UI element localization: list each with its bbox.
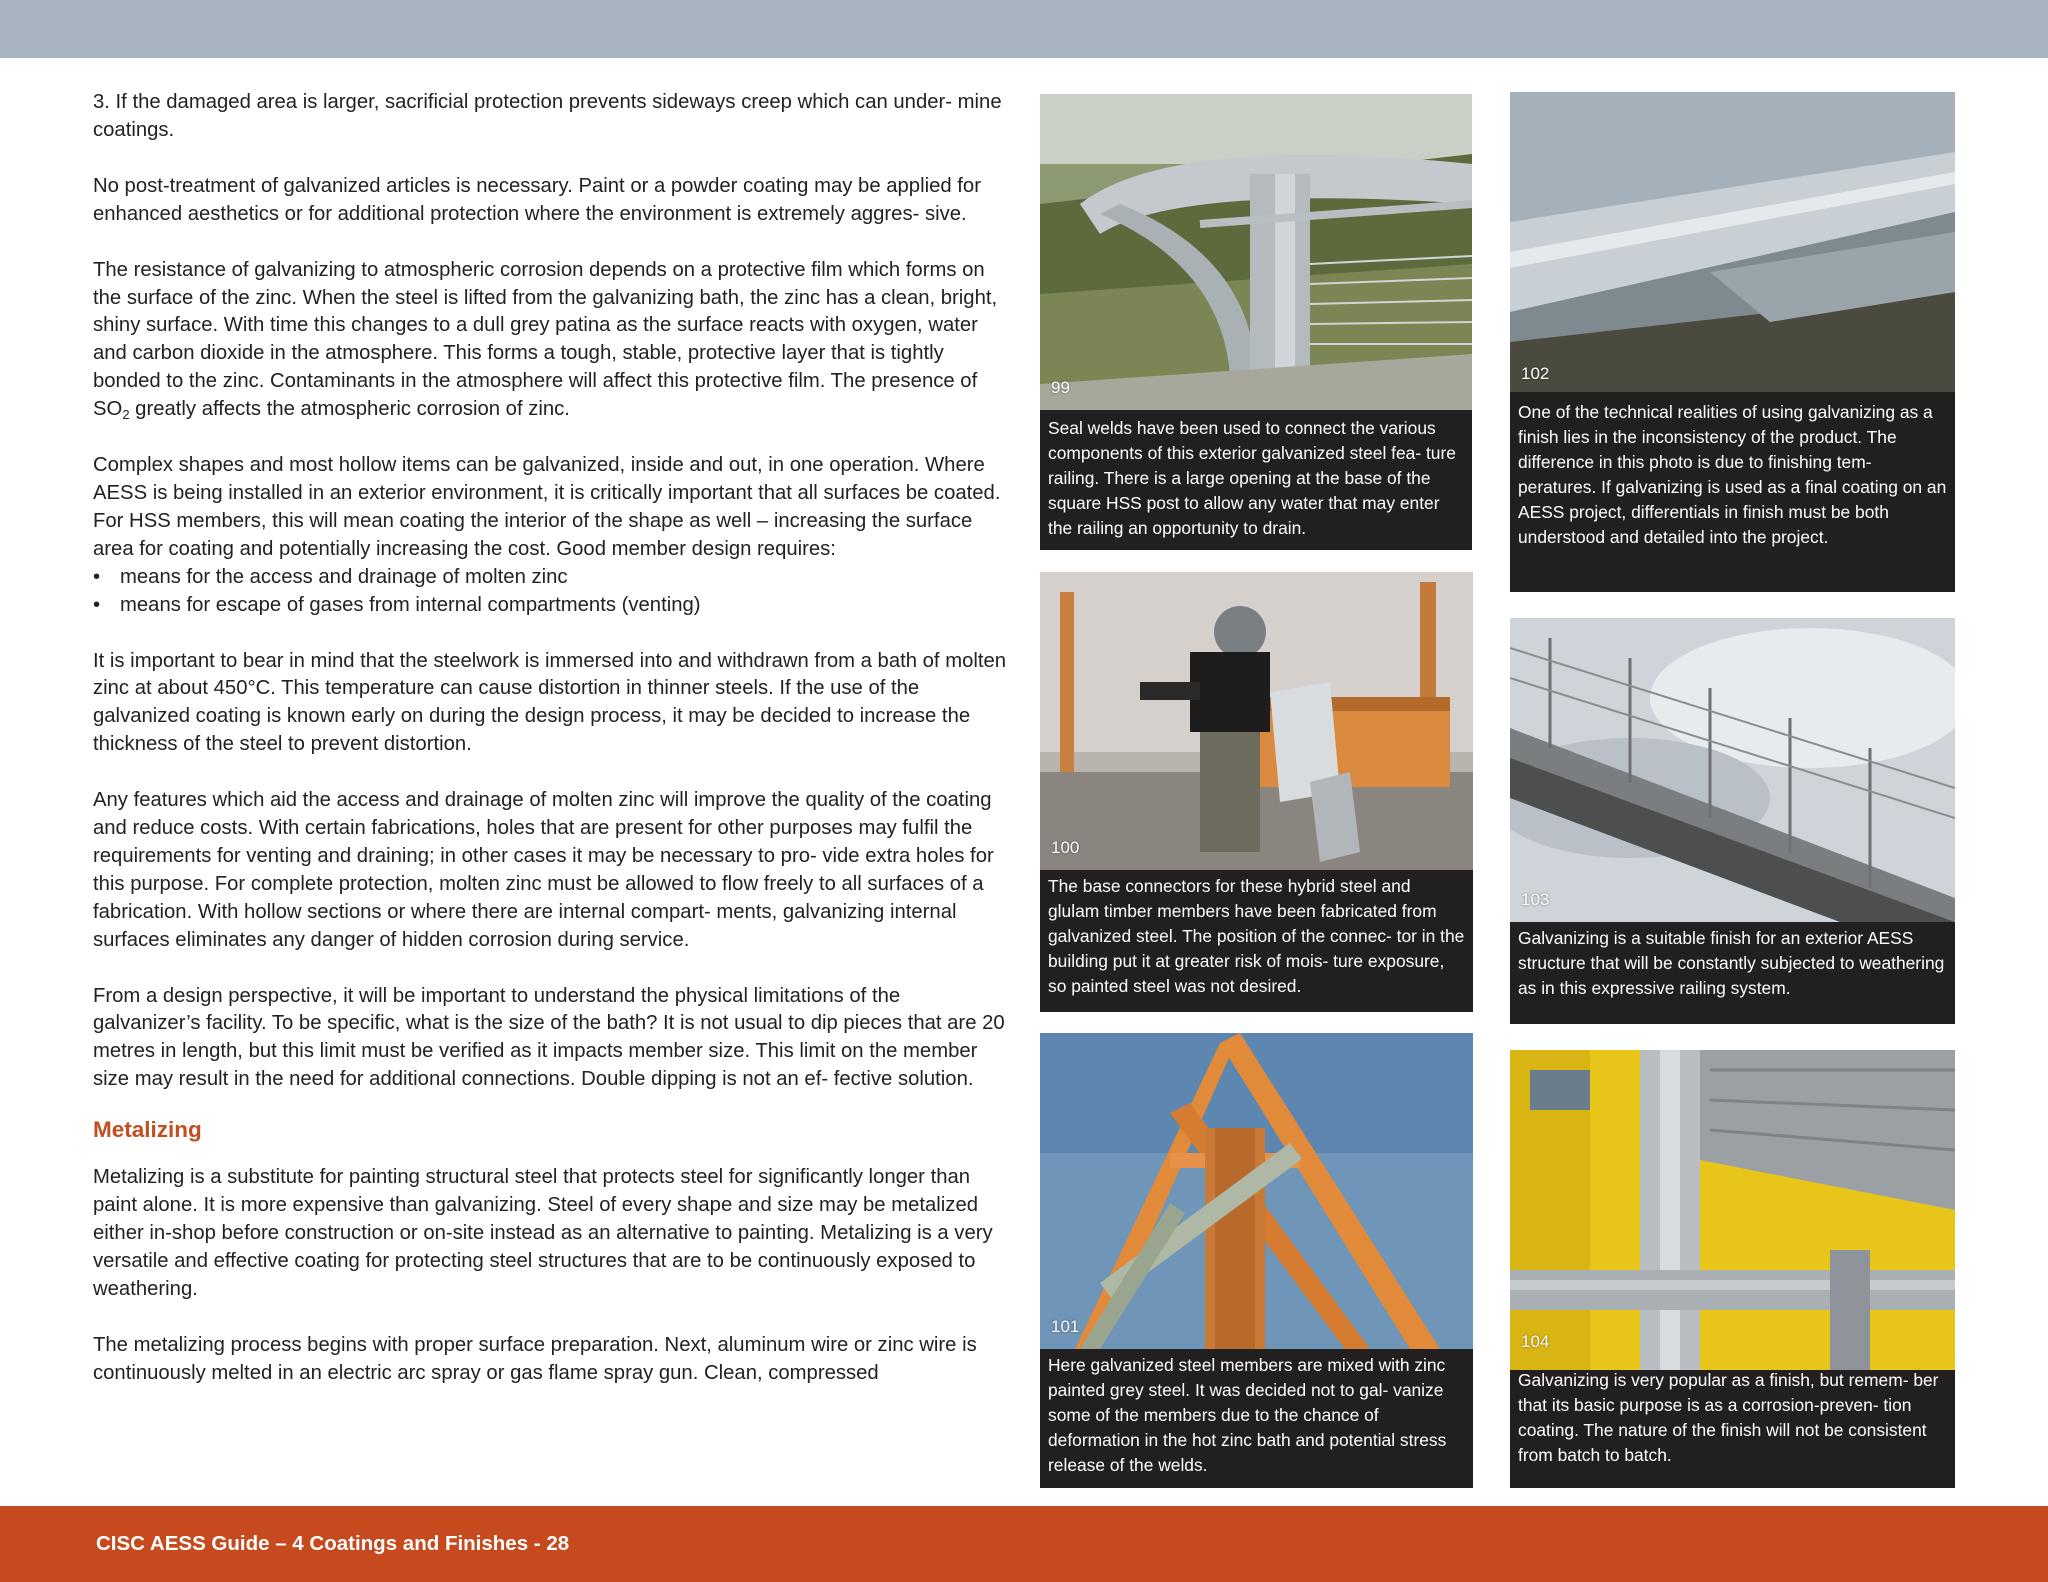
photo-railing-system <box>1510 618 1955 922</box>
paragraph-design-perspective: From a design perspective, it will be important to understand the physical limitations of the galvanizer’s facility. To be specific, what is the size of the bath? It is not usual to dip pieces that are 20 metres in length, but this limit must be verified as it impacts member size. This limit on the member size may result in the need for additional connections. Double dipping is not an ef- fective solution. <box>93 984 1005 1091</box>
photo-galvanized-columns <box>1510 1050 1955 1370</box>
figure-number: 101 <box>1051 1317 1080 1336</box>
figure-number: 100 <box>1051 838 1080 857</box>
body-text-column <box>93 89 1013 1416</box>
figure-caption: One of the technical realities of using galvanizing as a finish lies in the inconsistency of the product. The difference in this photo is due to finishing tem- peratures. If galvanizing is used as a final coating on an AESS project, differentials in finish must be both understood and detailed into the project. <box>1518 402 1947 547</box>
list-item-text: means for escape of gases from internal compartments (venting) <box>120 593 701 616</box>
figure-caption: Here galvanized steel members are mixed with zinc painted grey steel. It was decided not to gal- vanize some of the members due to the chance of deformation in the hot zinc bath and potential stress release of the welds. <box>1048 1355 1447 1475</box>
figure-number: 99 <box>1051 378 1070 397</box>
list-item <box>93 564 1013 592</box>
top-band <box>0 0 2048 58</box>
figure-101 <box>1040 1033 1473 1488</box>
page-footer <box>0 1506 2048 1582</box>
figure-99 <box>1040 94 1472 550</box>
figure-caption: Seal welds have been used to connect the various components of this exterior galvanized steel fea- ture railing. There is a large opening at the base of the square HSS post to allow any water that may enter the railing an opportunity to drain. <box>1048 418 1456 538</box>
bullet-glyph: • <box>93 593 101 616</box>
list-item-text: means for the access and drainage of molten zinc <box>120 565 568 588</box>
paragraph-drainage: Any features which aid the access and drainage of molten zinc will improve the quality of the coating and reduce costs. With certain fabrications, holes that are present for other purposes may fulfil the requirements for venting and draining; in other cases it may be necessary to pro- vide extra holes for this purpose. For complete protection, molten zinc must be allowed to flow freely to all surfaces of a fabrication. With hollow sections or where there are internal compart- ments, galvanizing internal surfaces eliminates any danger of hidden corrosion during service. <box>93 789 994 951</box>
figure-104 <box>1510 1050 1955 1488</box>
photo-galvanized-beam <box>1510 92 1955 392</box>
figure-103 <box>1510 618 1955 1024</box>
footer-title: CISC AESS Guide – 4 Coatings and Finishes - 28 <box>96 1532 570 1555</box>
figure-number: 104 <box>1521 1332 1550 1351</box>
paragraph-post-treatment: No post-treatment of galvanized articles is necessary. Paint or a powder coating may be applied for enhanced aesthetics or for additional protection where the environment is extremely aggres- sive. <box>93 174 981 225</box>
list-item <box>93 592 1013 620</box>
figure-100 <box>1040 572 1473 1012</box>
paragraph-complex-shapes: Complex shapes and most hollow items can be galvanized, inside and out, in one operation. Where AESS is being installed in an exterior environment, it is critically important that all surfaces be coated. For HSS members, this will mean coating the interior of the shape as well – increasing the surface area for coating and potentially increasing the cost. Good member design requires: <box>93 454 1001 560</box>
section-heading-metalizing: Metalizing <box>93 1117 202 1143</box>
so2-subscript: 2 <box>122 407 130 423</box>
bullet-glyph: • <box>93 565 101 588</box>
figure-caption: Galvanizing is a suitable finish for an exterior AESS structure that will be constantly subjected to weathering as in this expressive railing system. <box>1518 928 1945 998</box>
figure-number: 102 <box>1521 364 1550 383</box>
paragraph-metalizing: Metalizing is a substitute for painting structural steel that protects steel for significantly longer than paint alone. It is more expensive than galvanizing. Steel of every shape and size may be metalized either in-shop before construction or on-site instead as an alternative to painting. Metalizing is a very versatile and effective coating for protecting steel structures that are to be continuously exposed to weathering. <box>93 1166 993 1300</box>
paragraph-metalizing-process: The metalizing process begins with proper surface preparation. Next, aluminum wire or zinc wire is continuously melted in an electric arc spray or gas flame spray gun. Clean, compressed <box>93 1333 977 1384</box>
photo-welder <box>1040 572 1473 870</box>
paragraph-immersion: It is important to bear in mind that the steelwork is immersed into and withdrawn from a bath of molten zinc at about 450°C. This temperature can cause distortion in thinner steels. If the use of the galvanized coating is known early on during the design process, it may be decided to increase the thickness of the steel to prevent distortion. <box>93 649 1007 756</box>
figure-102 <box>1510 92 1955 592</box>
photo-timber-steel-frame <box>1040 1033 1473 1349</box>
figure-number: 103 <box>1521 890 1550 909</box>
figure-caption: The base connectors for these hybrid steel and glulam timber members have been fabricated from galvanized steel. The position of the connec- tor in the building put it at greater risk of mois- ture exposure, so painted steel was not desired. <box>1048 876 1465 996</box>
photo-railing <box>1040 94 1472 410</box>
paragraph-atmospheric-text: The resistance of galvanizing to atmospheric corrosion depends on a protective film which forms on the surface of the zinc. When the steel is lifted from the galvanizing bath, the zinc has a clean, bright, shiny surface. With time this changes to a dull grey patina as the surface reacts with oxygen, water and carbon dioxide in the atmosphere. This forms a tough, stable, protective layer that is tightly bonded to the zinc. Contaminants in the atmosphere will affect this protective film. The presence of SO <box>93 258 998 421</box>
paragraph-atmospheric-end: greatly affects the atmospheric corrosion of zinc. <box>129 398 570 421</box>
paragraph-atmospheric-corrosion <box>93 257 1013 424</box>
paragraph-damaged-area: 3. If the damaged area is larger, sacrificial protection prevents sideways creep which can under- mine coatings. <box>93 91 1002 141</box>
requirements-list <box>93 564 1013 620</box>
figure-caption: Galvanizing is very popular as a finish, but remem- ber that its basic purpose is as a corrosion-preven- tion coating. The nature of the finish will not be consistent from batch to batch. <box>1518 1370 1939 1465</box>
